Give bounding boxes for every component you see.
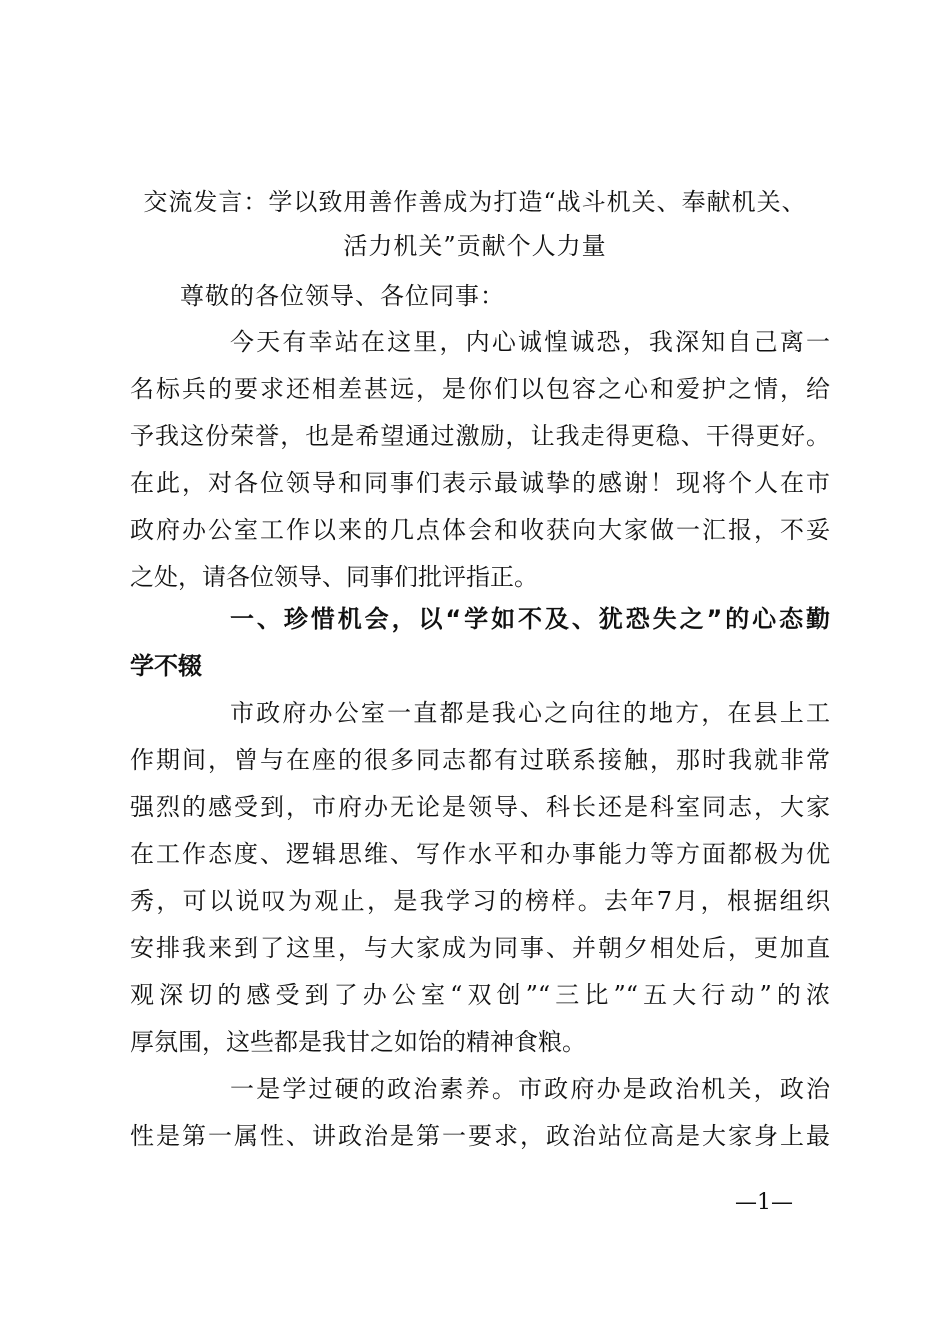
point-line-2: 性是第一属性、讲政治是第一要求，政治站位高是大家身上最 (130, 1122, 830, 1150)
body-line-1: 市政府办公室一直都是我心之向往的地方，在县上工 (230, 699, 830, 727)
page-number: —1— (735, 1190, 793, 1215)
body-line-5: 秀，可以说叹为观止，是我学习的榜样。去年7月，根据组织 (130, 887, 830, 915)
section-heading-line-2: 学不辍 (130, 652, 202, 680)
body-line-6: 安排我来到了这里，与大家成为同事、并朝夕相处后，更加直 (130, 934, 830, 962)
salutation: 尊敬的各位领导、各位同事： (180, 282, 505, 310)
body-line-8: 厚氛围，这些都是我甘之如饴的精神食粮。 (130, 1028, 586, 1056)
document-title-line-2: 活力机关”贡献个人力量 (343, 232, 607, 260)
body-line-7: 观深切的感受到了办公室“双创”“三比”“五大行动”的浓 (130, 981, 830, 1009)
intro-line-4: 在此，对各位领导和同事们表示最诚挚的感谢！现将个人在市 (130, 469, 830, 497)
body-line-4: 在工作态度、逻辑思维、写作水平和办事能力等方面都极为优 (130, 840, 830, 868)
intro-line-5: 政府办公室工作以来的几点体会和收获向大家做一汇报，不妥 (130, 516, 830, 544)
section-heading-line-1: 一、珍惜机会，以“学如不及、犹恐失之”的心态勤 (230, 605, 830, 633)
intro-line-6: 之处，请各位领导、同事们批评指正。 (130, 563, 538, 591)
body-line-2: 作期间，曾与在座的很多同志都有过联系接触，那时我就非常 (130, 746, 830, 774)
body-line-3: 强烈的感受到，市府办无论是领导、科长还是科室同志，大家 (130, 793, 830, 821)
intro-line-2: 名标兵的要求还相差甚远，是你们以包容之心和爱护之情，给 (130, 375, 830, 403)
point-line-1: 一是学过硬的政治素养。市政府办是政治机关，政治 (230, 1075, 830, 1103)
document-title-line-1: 交流发言：学以致用善作善成为打造“战斗机关、奉献机关、 (143, 188, 807, 216)
intro-line-3: 予我这份荣誉，也是希望通过激励，让我走得更稳、干得更好。 (130, 422, 830, 450)
intro-line-1: 今天有幸站在这里，内心诚惶诚恐，我深知自己离一 (230, 328, 830, 356)
